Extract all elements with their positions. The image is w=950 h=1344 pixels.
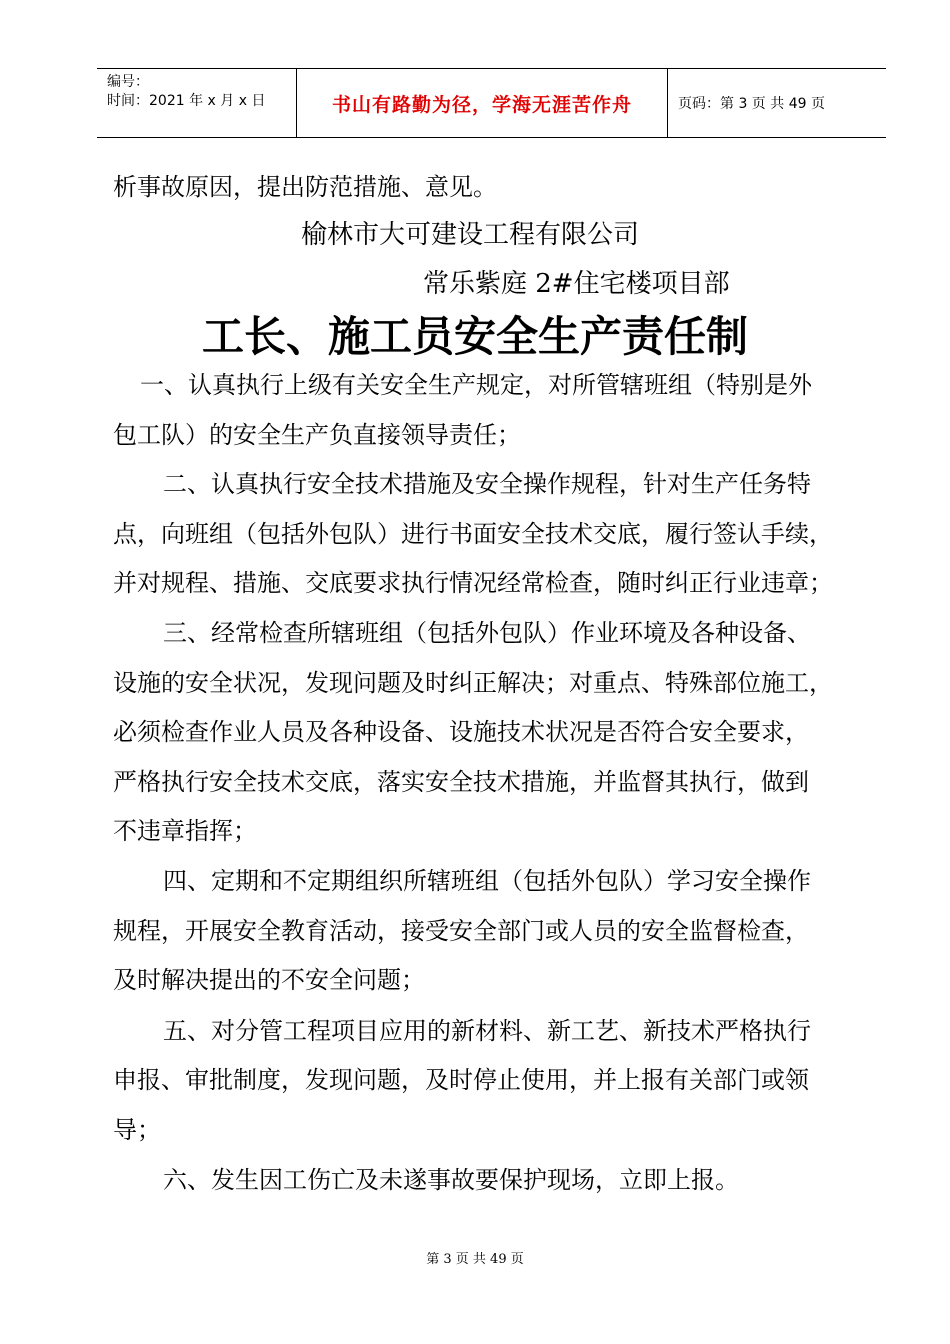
doc-number-label: 编号： (107, 74, 149, 90)
body-line: 必须检查作业人员及各种设备、设施技术状况是否符合安全要求， (113, 718, 809, 746)
continuation-text: 析事故原因，提出防范措施、意见。 (113, 173, 497, 201)
page-footer: 第 3 页 共 49 页 (426, 1252, 524, 1267)
body-line: 导； (113, 1116, 161, 1144)
body-line: 申报、审批制度，发现问题，及时停止使用，并上报有关部门或领 (113, 1066, 809, 1094)
header-page-info: 页码：第 3 页 共 49 页 (678, 96, 825, 112)
body-line: 五、对分管工程项目应用的新材料、新工艺、新技术严格执行 (163, 1017, 811, 1045)
header-meta (97, 69, 297, 137)
body-line: 二、认真执行安全技术措施及安全操作规程，针对生产任务特 (163, 470, 811, 498)
body-line: 三、经常检查所辖班组（包括外包队）作业环境及各种设备、 (163, 619, 811, 647)
body-line: 包工队）的安全生产负直接领导责任； (113, 421, 521, 449)
document-title: 工长、施工员安全生产责任制 (201, 312, 748, 361)
body-line: 点，向班组（包括外包队）进行书面安全技术交底，履行签认手续， (113, 520, 833, 548)
body-line: 严格执行安全技术交底，落实安全技术措施，并监督其执行，做到 (113, 768, 809, 796)
doc-time-label: 时间：2021 年 x 月 x 日 (107, 93, 266, 109)
company-name: 榆林市大可建设工程有限公司 (301, 220, 640, 250)
body-line: 四、定期和不定期组织所辖班组（包括外包队）学习安全操作 (163, 867, 811, 895)
body-line: 并对规程、措施、交底要求执行情况经常检查，随时纠正行业违章； (113, 569, 833, 597)
body-line: 不违章指挥； (113, 817, 257, 845)
project-name: 常乐紫庭 2#住宅楼项目部 (423, 269, 730, 299)
body-line: 一、认真执行上级有关安全生产规定，对所管辖班组（特别是外 (140, 371, 812, 399)
document-header (97, 68, 886, 138)
body-line: 六、发生因工伤亡及未遂事故要保护现场，立即上报。 (163, 1166, 739, 1194)
body-line: 设施的安全状况，发现问题及时纠正解决；对重点、特殊部位施工， (113, 669, 833, 697)
header-motto: 书山有路勤为径，学海无涯苦作舟 (297, 69, 668, 137)
body-line: 及时解决提出的不安全问题； (113, 966, 425, 994)
body-line: 规程，开展安全教育活动，接受安全部门或人员的安全监督检查， (113, 917, 809, 945)
